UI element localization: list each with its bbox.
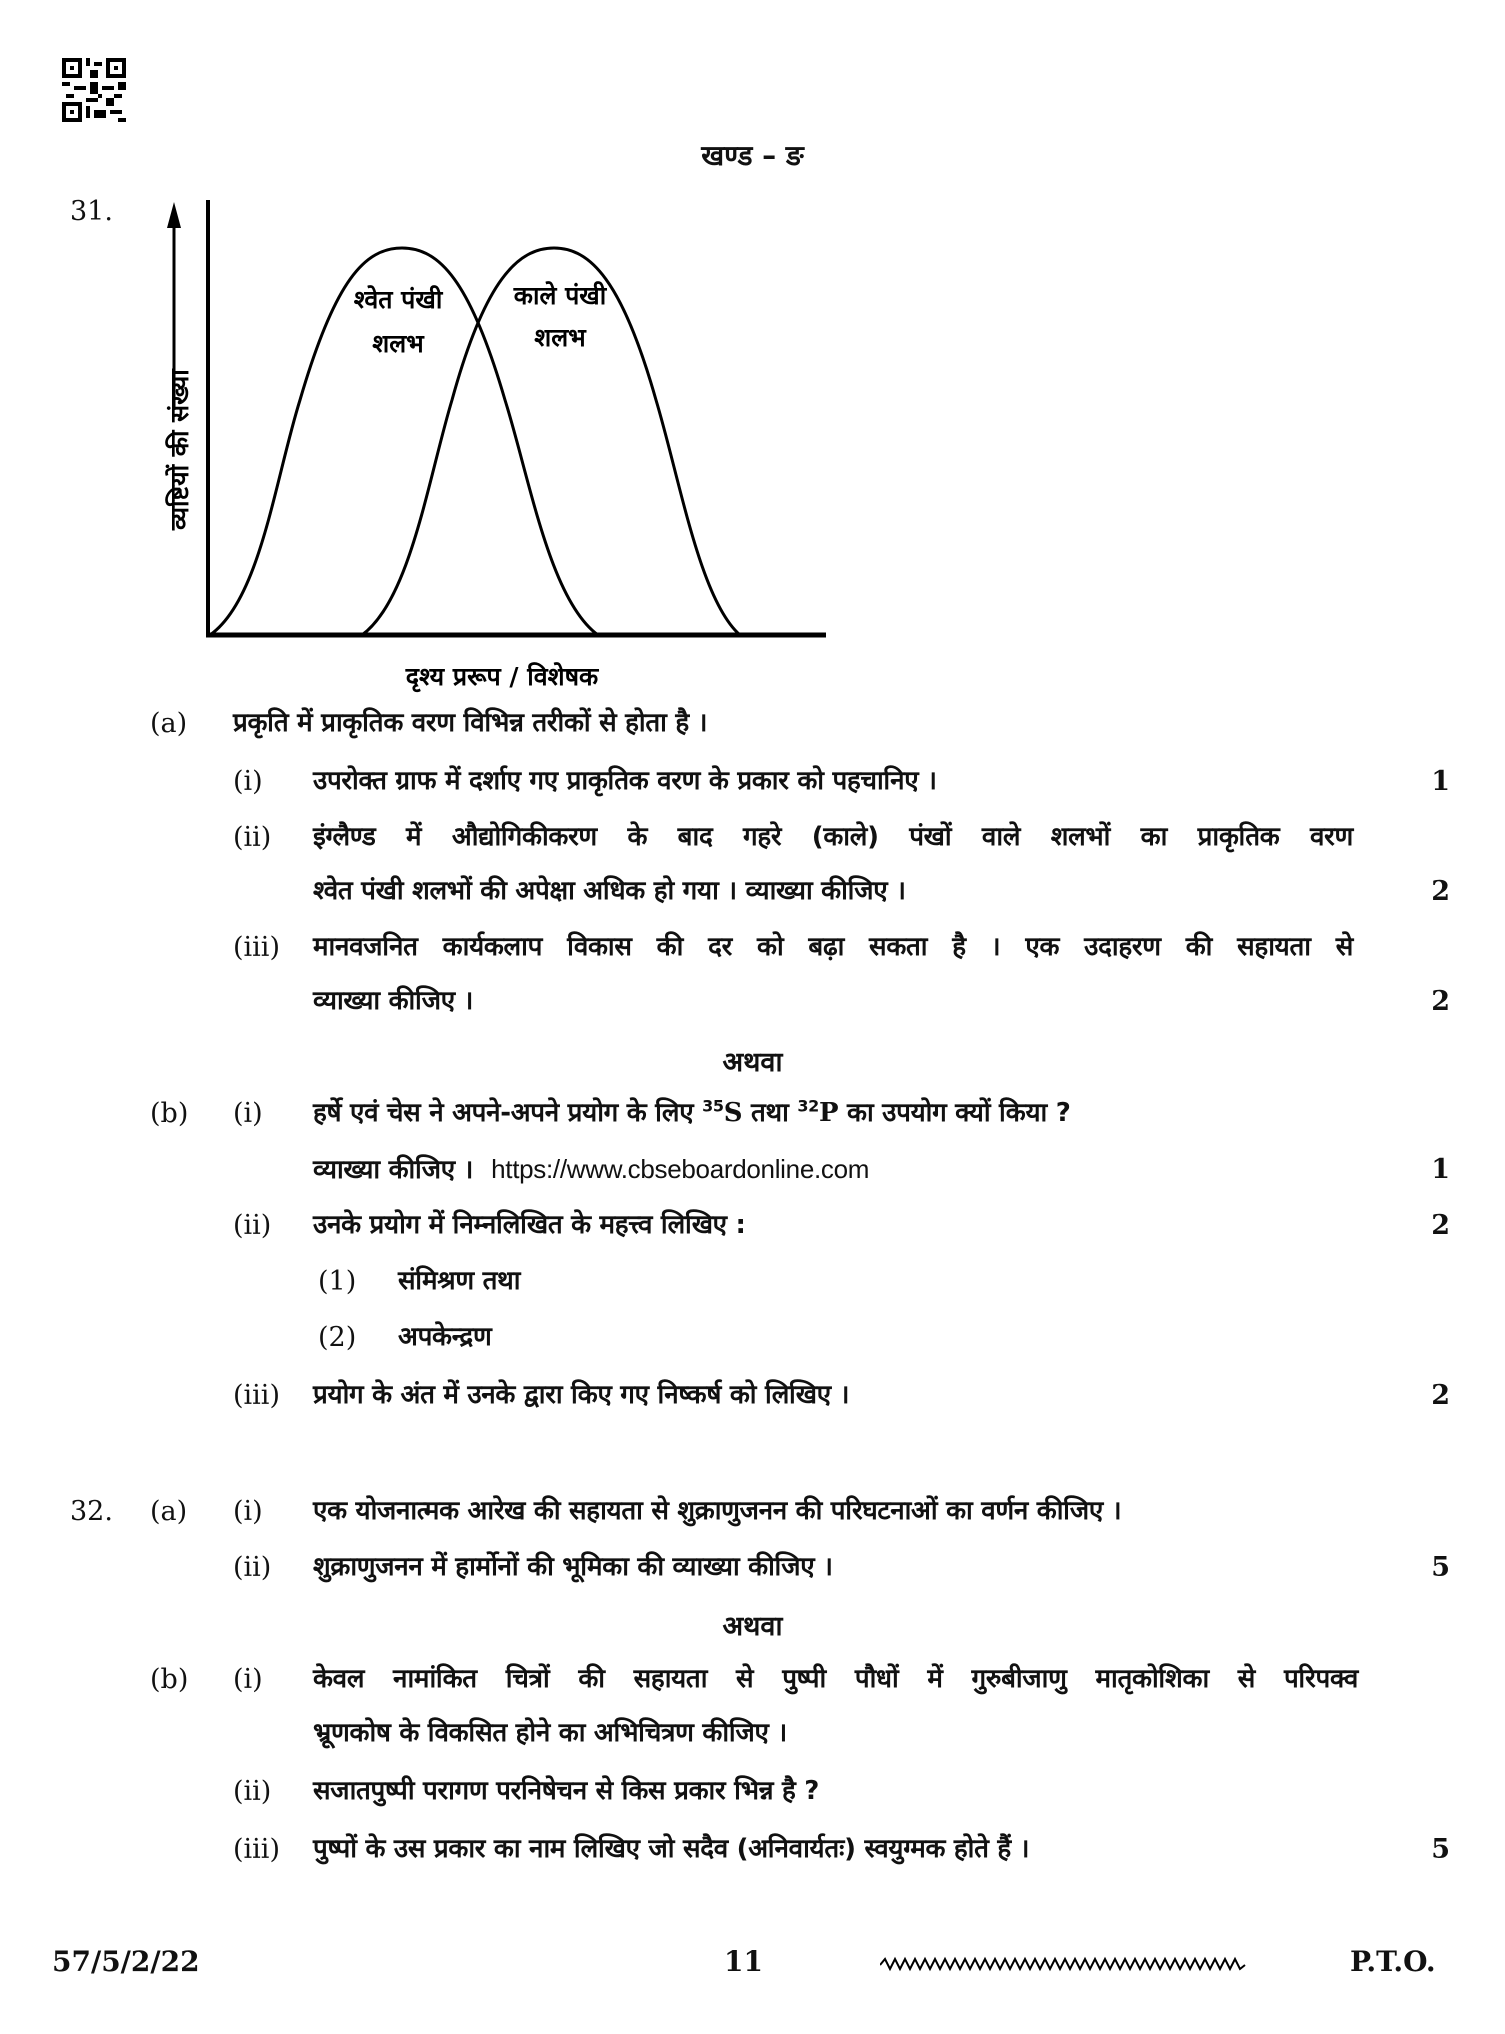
subpart-label: (ii) [233, 822, 272, 853]
item-label: (1) [318, 1266, 357, 1297]
part-label-a: (a) [150, 708, 188, 739]
subpart-text: भ्रूणकोष के विकसित होने का अभिचित्रण कीजिए । [313, 1718, 787, 1748]
marks: 1 [1431, 1154, 1450, 1185]
item-label: (2) [318, 1322, 357, 1353]
subpart-label: (ii) [233, 1210, 272, 1241]
subpart-text: उनके प्रयोग में निम्नलिखित के महत्त्व लिखिए : [313, 1210, 746, 1240]
paper-code: 57/5/2/22 [52, 1945, 200, 1978]
subpart-text: मानवजनित कार्यकलाप विकास की दर को बढ़ा सकता है । एक उदाहरण की सहायता से [313, 932, 1353, 962]
marks: 5 [1431, 1834, 1450, 1865]
marks: 5 [1431, 1552, 1450, 1583]
subpart-text: उपरोक्त ग्राफ में दर्शाए गए प्राकृतिक वरण के प्रकार को पहचानिए । [313, 766, 937, 796]
x-axis-label: दृश्य प्ररूप / विशेषक [405, 662, 599, 691]
dark-moth-label-line2: शलभ [534, 323, 586, 352]
white-moth-label-line1: श्वेत पंखी [353, 285, 443, 314]
item-text: अपकेन्द्रण [398, 1322, 492, 1352]
subpart-label: (ii) [233, 1776, 272, 1807]
marks: 2 [1431, 876, 1450, 907]
wavy-divider [880, 1955, 1250, 1979]
page-number: 11 [724, 1945, 763, 1978]
marks: 1 [1431, 766, 1450, 797]
marks: 2 [1431, 1210, 1450, 1241]
part-label-b: (b) [150, 1098, 189, 1129]
subpart-text: प्रयोग के अंत में उनके द्वारा किए गए निष्कर्ष को लिखिए । [313, 1380, 850, 1410]
text-segment: हर्षे एवं चेस ने अपने-अपने प्रयोग के लिए $^{35}$S तथा $^{32}$P का उपयोग क्यों किया ? [313, 1096, 1071, 1128]
or-separator: अथवा [722, 1047, 783, 1078]
subpart-label: (iii) [233, 1834, 280, 1865]
part-label-a: (a) [150, 1496, 188, 1527]
subpart-text: केवल नामांकित चित्रों की सहायता से पुष्पी पौधों में गुरुबीजाणु मातृकोशिका से परिपक्व [313, 1664, 1358, 1694]
item-text: संमिश्रण तथा [398, 1266, 521, 1296]
subpart-text: सजातपुष्पी परागण परनिषेचन से किस प्रकार भिन्न है ? [313, 1776, 820, 1806]
subpart-text: शुक्राणुजनन में हार्मोनों की भूमिका की व्याख्या कीजिए । [313, 1552, 833, 1582]
subpart-text: व्याख्या कीजिए । [313, 986, 474, 1016]
question-number: 31. [70, 196, 113, 227]
question-number: 32. [70, 1496, 113, 1527]
please-turn-over: P.T.O. [1350, 1945, 1436, 1978]
section-title: खण्ड – ङ [701, 139, 804, 172]
subpart-label: (i) [233, 1496, 263, 1527]
subpart-text: पुष्पों के उस प्रकार का नाम लिखिए जो सदैव (अनिवार्यतः) स्वयुग्मक होते हैं । [313, 1834, 1030, 1864]
subpart-text: श्वेत पंखी शलभों की अपेक्षा अधिक हो गया । व्याख्या कीजिए । [313, 876, 906, 906]
bell-curve-chart [140, 180, 880, 700]
subpart-label: (i) [233, 1664, 263, 1695]
white-moth-label-line2: शलभ [372, 329, 424, 358]
marks: 2 [1431, 986, 1450, 1017]
dark-moth-label-line1: काले पंखी [513, 281, 607, 310]
subpart-text: व्याख्या कीजिए । https://www.cbseboardonline.com [313, 1154, 870, 1185]
subpart-text: एक योजनात्मक आरेख की सहायता से शुक्राणुजनन की परिघटनाओं का वर्णन कीजिए । [313, 1496, 1122, 1526]
part-a-intro: प्रकृति में प्राकृतिक वरण विभिन्न तरीकों से होता है । [233, 708, 708, 738]
subpart-label: (i) [233, 1098, 263, 1129]
subpart-text [313, 1098, 1358, 1129]
or-separator: अथवा [722, 1611, 783, 1642]
subpart-label: (i) [233, 766, 263, 797]
qr-code [62, 58, 142, 128]
subpart-text: इंग्लैण्ड में औद्योगिकीकरण के बाद गहरे (काले) पंखों वाले शलभों का प्राकृतिक वरण [313, 822, 1353, 852]
watermark-url[interactable]: https://www.cbseboardonline.com [491, 1154, 870, 1184]
part-label-b: (b) [150, 1664, 189, 1695]
subpart-label: (iii) [233, 1380, 280, 1411]
subpart-label: (iii) [233, 932, 280, 963]
marks: 2 [1431, 1380, 1450, 1411]
subpart-label: (ii) [233, 1552, 272, 1583]
y-axis-label: व्यष्टियों की संख्या [165, 369, 194, 530]
